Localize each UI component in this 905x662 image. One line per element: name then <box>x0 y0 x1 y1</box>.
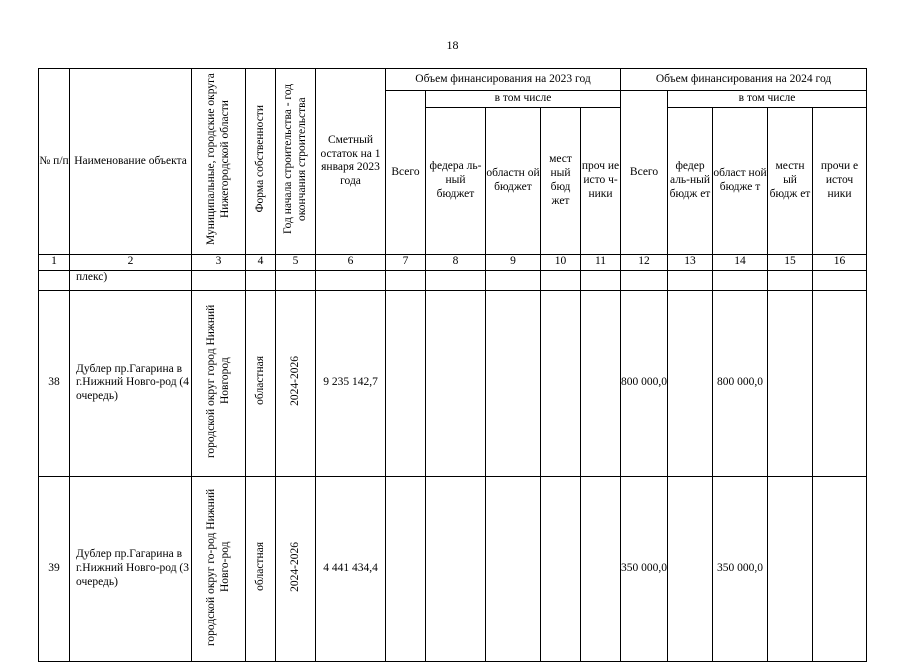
row-municipal: городской округ город Нижний Новгород <box>192 290 246 476</box>
col-number: 1 <box>39 254 70 270</box>
row-years: 2024-2026 <box>276 476 316 662</box>
header-local-2024: местн ый бюдж ет <box>768 107 813 254</box>
header-other-2024: прочи е источ ники <box>813 107 867 254</box>
row-federal-2023 <box>426 476 486 662</box>
row-regional-2024: 800 000,0 <box>713 290 768 476</box>
header-municipal: Муниципальные, городские округа Нижегородской области <box>192 69 246 255</box>
row-other-2024 <box>813 476 867 662</box>
row-municipal: городской округ го-род Нижний Новго-род <box>192 476 246 662</box>
financing-table <box>38 68 867 662</box>
col-number: 2 <box>70 254 192 270</box>
row-total-2024: 800 000,0 <box>621 290 668 476</box>
col-number: 5 <box>276 254 316 270</box>
col-number: 7 <box>386 254 426 270</box>
row-other-2024 <box>813 290 867 476</box>
page-number: 18 <box>446 38 459 52</box>
row-total-2023 <box>386 290 426 476</box>
row-remaining: 9 235 142,7 <box>316 290 386 476</box>
header-ownership: Форма собственности <box>246 69 276 255</box>
row-total-2024: 350 000,0 <box>621 476 668 662</box>
row-years: 2024-2026 <box>276 290 316 476</box>
row-num: 38 <box>39 290 70 476</box>
row-federal-2024 <box>668 290 713 476</box>
col-number: 13 <box>668 254 713 270</box>
header-years: Год начала строительства - год окончания строительства <box>276 69 316 255</box>
header-fin-2024: Объем финансирования на 2024 год <box>621 69 867 91</box>
row-other-2023 <box>581 476 621 662</box>
header-incl-2024: в том числе <box>668 91 867 108</box>
header-local-2023: мест ный бюд жет <box>541 107 581 254</box>
continuation-row <box>39 270 867 290</box>
row-local-2023 <box>541 476 581 662</box>
row-regional-2024: 350 000,0 <box>713 476 768 662</box>
header-regional-2024: област ной бюдже т <box>713 107 768 254</box>
col-number: 11 <box>581 254 621 270</box>
col-number: 6 <box>316 254 386 270</box>
col-number: 9 <box>486 254 541 270</box>
table-row <box>39 476 867 662</box>
header-federal-2023: федера ль-ный бюджет <box>426 107 486 254</box>
column-number-row <box>39 254 867 270</box>
header-name: Наименование объекта <box>70 69 192 255</box>
col-number: 12 <box>621 254 668 270</box>
continuation-text: плекс) <box>70 270 192 290</box>
header-remaining: Сметный остаток на 1 января 2023 года <box>316 69 386 255</box>
row-total-2023 <box>386 476 426 662</box>
row-ownership: областная <box>246 476 276 662</box>
col-number: 8 <box>426 254 486 270</box>
header-fin-2023: Объем финансирования на 2023 год <box>386 69 621 91</box>
row-name: Дублер пр.Гагарина в г.Нижний Новго-род (3 очередь) <box>70 476 192 662</box>
row-local-2024 <box>768 476 813 662</box>
header-total-2024: Всего <box>621 91 668 255</box>
row-federal-2024 <box>668 476 713 662</box>
header-federal-2024: федер аль-ный бюдж ет <box>668 107 713 254</box>
row-num: 39 <box>39 476 70 662</box>
col-number: 4 <box>246 254 276 270</box>
row-ownership: областная <box>246 290 276 476</box>
row-local-2024 <box>768 290 813 476</box>
col-number: 15 <box>768 254 813 270</box>
row-name: Дублер пр.Гагарина в г.Нижний Новго-род (4 очередь) <box>70 290 192 476</box>
header-other-2023: проч ие исто ч-ники <box>581 107 621 254</box>
header-regional-2023: областн ой бюджет <box>486 107 541 254</box>
row-local-2023 <box>541 290 581 476</box>
col-number: 10 <box>541 254 581 270</box>
row-remaining: 4 441 434,4 <box>316 476 386 662</box>
header-total-2023: Всего <box>386 91 426 255</box>
col-number: 16 <box>813 254 867 270</box>
row-federal-2023 <box>426 290 486 476</box>
header-incl-2023: в том числе <box>426 91 621 108</box>
header-num: № п/п <box>39 69 70 255</box>
col-number: 3 <box>192 254 246 270</box>
row-regional-2023 <box>486 290 541 476</box>
col-number: 14 <box>713 254 768 270</box>
row-other-2023 <box>581 290 621 476</box>
row-regional-2023 <box>486 476 541 662</box>
table-row <box>39 290 867 476</box>
